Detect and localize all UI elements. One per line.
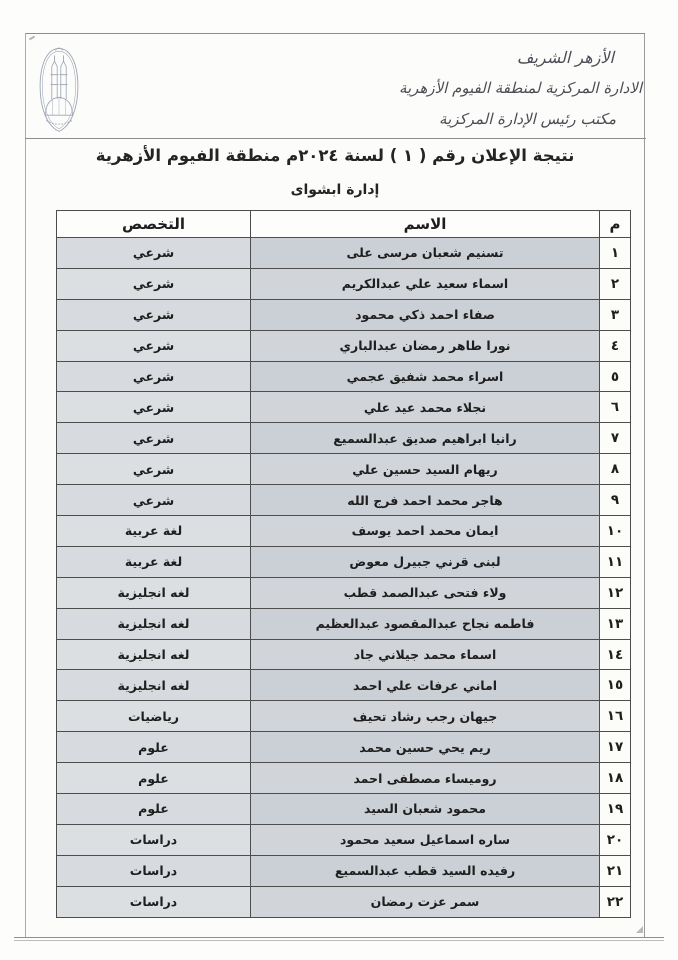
candidate-name-cell: ساره اسماعيل سعيد محمود [251, 824, 600, 855]
dome-icon [46, 97, 73, 115]
candidate-name-cell: اسماء سعيد علي عبدالكريم [251, 268, 600, 299]
table-row [57, 516, 631, 547]
specialization-cell: شرعي [57, 485, 251, 516]
candidate-name-cell: رانيا ابراهيم صديق عبدالسميع [251, 423, 600, 454]
letterhead-divider [25, 138, 646, 139]
serial-number-cell: ٢٠ [600, 824, 631, 855]
candidate-name-cell: فاطمه نجاح عبدالمقصود عبدالعظيم [251, 608, 600, 639]
column-header-serial: م [600, 211, 631, 238]
specialization-cell: شرعي [57, 299, 251, 330]
candidate-name-cell: لبنى قرني جبيرل معوض [251, 546, 600, 577]
table-row [57, 454, 631, 485]
table-row [57, 268, 631, 299]
right-minaret-icon [59, 55, 67, 99]
org-line-office: مكتب رئيس الإدارة المركزية [439, 110, 616, 128]
candidate-name-cell: ولاء فتحى عبدالصمد قطب [251, 577, 600, 608]
specialization-cell: شرعي [57, 423, 251, 454]
specialization-cell: رياضيات [57, 701, 251, 732]
specialization-cell: دراسات [57, 886, 251, 917]
specialization-cell: شرعي [57, 268, 251, 299]
candidate-name-cell: رفيده السيد قطب عبدالسميع [251, 855, 600, 886]
org-line-azhar: الأزهر الشريف [516, 48, 614, 67]
candidate-name-cell: ريهام السيد حسين علي [251, 454, 600, 485]
specialization-cell: علوم [57, 763, 251, 794]
table-row [57, 577, 631, 608]
candidate-name-cell: محمود شعبان السيد [251, 794, 600, 825]
specialization-cell: لغة عربية [57, 516, 251, 547]
candidate-name-cell: نورا طاهر رمضان عبدالباري [251, 330, 600, 361]
serial-number-cell: ١١ [600, 546, 631, 577]
candidate-name-cell: اسماء محمد جيلاني جاد [251, 639, 600, 670]
specialization-cell: لغه انجليزية [57, 639, 251, 670]
table-row [57, 886, 631, 917]
serial-number-cell: ١٠ [600, 516, 631, 547]
serial-number-cell: ١ [600, 238, 631, 269]
table-row [57, 732, 631, 763]
candidate-name-cell: سمر عزت رمضان [251, 886, 600, 917]
table-row [57, 361, 631, 392]
scan-artifact-corner [636, 926, 643, 933]
candidate-name-cell: اسراء محمد شفيق عجمي [251, 361, 600, 392]
org-line-central-admin: الادارة المركزية لمنطقة الفيوم الأزهرية [398, 79, 642, 97]
serial-number-cell: ٣ [600, 299, 631, 330]
table-row [57, 639, 631, 670]
specialization-cell: علوم [57, 732, 251, 763]
specialization-cell: دراسات [57, 855, 251, 886]
table-row [57, 423, 631, 454]
candidate-name-cell: نجلاء محمد عيد علي [251, 392, 600, 423]
candidate-name-cell: صفاء احمد ذكي محمود [251, 299, 600, 330]
serial-number-cell: ١٧ [600, 732, 631, 763]
candidate-name-cell: روميساء مصطفى احمد [251, 763, 600, 794]
table-row [57, 485, 631, 516]
letterhead-text-block [399, 42, 642, 135]
candidate-name-cell: هاجر محمد احمد فرج الله [251, 485, 600, 516]
specialization-cell: شرعي [57, 454, 251, 485]
left-minaret-icon [50, 55, 58, 99]
results-table-wrap [57, 210, 631, 918]
table-row [57, 670, 631, 701]
serial-number-cell: ٤ [600, 330, 631, 361]
candidate-name-cell: تسنيم شعبان مرسى على [251, 238, 600, 269]
column-header-name: الاسم [251, 211, 600, 238]
candidate-name-cell: ايمان محمد احمد يوسف [251, 516, 600, 547]
candidate-name-cell: ريم يحي حسين محمد [251, 732, 600, 763]
specialization-cell: شرعي [57, 330, 251, 361]
specialization-cell: لغه انجليزية [57, 577, 251, 608]
specialization-cell: شرعي [57, 361, 251, 392]
serial-number-cell: ٧ [600, 423, 631, 454]
specialization-cell: علوم [57, 794, 251, 825]
table-row [57, 794, 631, 825]
table-row [57, 763, 631, 794]
table-row [57, 855, 631, 886]
column-header-specialization: التخصص [57, 211, 251, 238]
results-table [56, 210, 631, 918]
serial-number-cell: ٦ [600, 392, 631, 423]
table-row [57, 299, 631, 330]
specialization-cell: لغه انجليزية [57, 608, 251, 639]
table-row [57, 824, 631, 855]
serial-number-cell: ١٩ [600, 794, 631, 825]
serial-number-cell: ٢٢ [600, 886, 631, 917]
page-bottom-rule [14, 937, 664, 941]
serial-number-cell: ١٦ [600, 701, 631, 732]
table-row [57, 608, 631, 639]
specialization-cell: شرعي [57, 238, 251, 269]
table-row [57, 546, 631, 577]
serial-number-cell: ١٨ [600, 763, 631, 794]
specialization-cell: دراسات [57, 824, 251, 855]
table-row [57, 238, 631, 269]
page-title: نتيجة الإعلان رقم ( ١ ) لسنة ٢٠٢٤م منطقة الفيوم الأزهرية [95, 146, 575, 165]
specialization-cell: لغة عربية [57, 546, 251, 577]
table-row [57, 330, 631, 361]
table-row [57, 392, 631, 423]
serial-number-cell: ٩ [600, 485, 631, 516]
candidate-name-cell: جيهان رجب رشاد تحيف [251, 701, 600, 732]
specialization-cell: شرعي [57, 392, 251, 423]
serial-number-cell: ١٢ [600, 577, 631, 608]
specialization-cell: لغه انجليزية [57, 670, 251, 701]
administration-subtitle: إدارة ابشواى [290, 182, 380, 198]
serial-number-cell: ١٣ [600, 608, 631, 639]
serial-number-cell: ١٤ [600, 639, 631, 670]
serial-number-cell: ٥ [600, 361, 631, 392]
candidate-name-cell: اماني عرفات علي احمد [251, 670, 600, 701]
serial-number-cell: ٨ [600, 454, 631, 485]
table-header-row [57, 211, 631, 238]
serial-number-cell: ١٥ [600, 670, 631, 701]
table-row [57, 701, 631, 732]
serial-number-cell: ٢ [600, 268, 631, 299]
serial-number-cell: ٢١ [600, 855, 631, 886]
al-azhar-emblem-logo [32, 44, 86, 136]
